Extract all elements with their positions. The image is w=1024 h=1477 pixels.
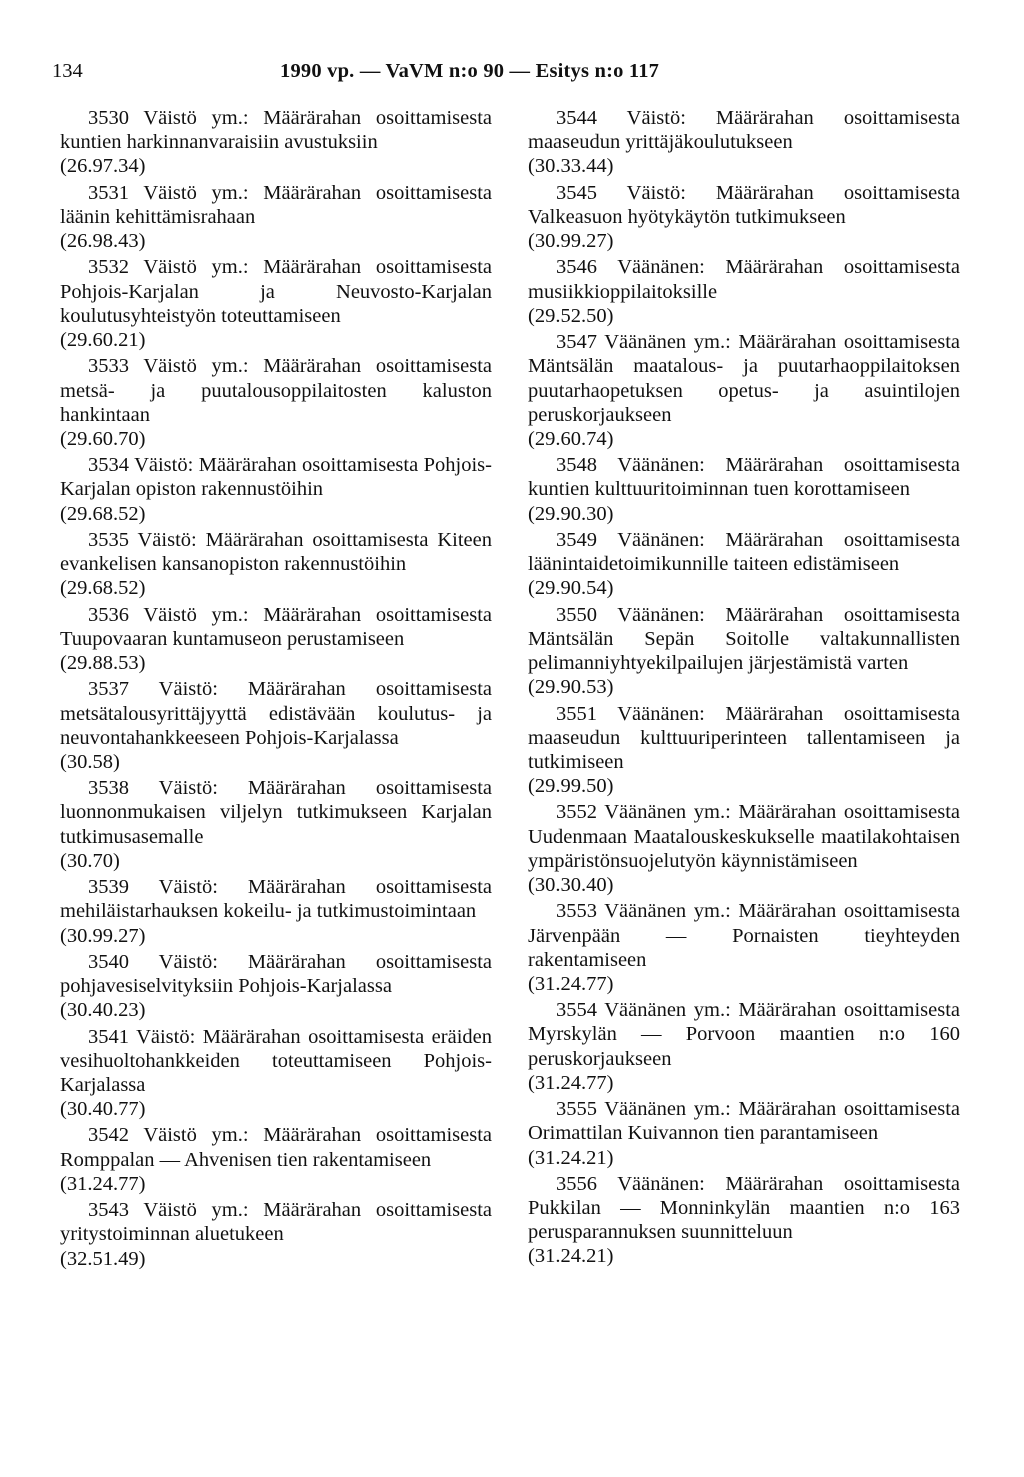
motion-title: 3536 Väistö ym.: Määrärahan osoittamisesta Tuupovaaran kuntamuseon perustamiseen xyxy=(60,603,492,650)
budget-reference: (29.60.70) xyxy=(60,427,146,450)
motion-title: 3553 Väänänen ym.: Määrärahan osoittamisesta Järvenpään — Pornaisten tieyhteyden rakentamiseen xyxy=(528,900,960,971)
motion-title: 3552 Väänänen ym.: Määrärahan osoittamisesta Uudenmaan Maatalouskeskukselle maatilakohtaisen ympäristönsuojelutyön käynnistämiseen xyxy=(528,801,960,872)
motion-entry xyxy=(60,950,492,1023)
motion-entry xyxy=(60,603,492,676)
budget-reference: (30.30.40) xyxy=(528,874,614,897)
motion-title: 3535 Väistö: Määrärahan osoittamisesta Kiteen evankelisen kansanopiston rakennustöihin xyxy=(60,528,492,576)
motion-entry xyxy=(528,800,960,897)
motion-entry xyxy=(60,106,492,179)
budget-reference: (30.40.77) xyxy=(60,1098,146,1121)
motion-title: 3551 Väänänen: Määrärahan osoittamisesta maaseudun kulttuuriperinteen tallentamiseen ja tutkimiseen xyxy=(528,702,960,773)
motion-entry xyxy=(60,677,492,774)
motion-entry xyxy=(528,106,960,179)
left-column xyxy=(60,106,492,1273)
motion-entry xyxy=(60,528,492,601)
page-header xyxy=(52,56,952,86)
budget-reference: (26.97.34) xyxy=(60,155,146,178)
motion-entry xyxy=(60,181,492,254)
budget-reference: (30.40.23) xyxy=(60,999,146,1022)
motion-title: 3540 Väistö: Määrärahan osoittamisesta pohjavesiselvityksiin Pohjois-Karjalassa xyxy=(60,950,492,998)
motion-entry xyxy=(528,603,960,700)
motion-entry xyxy=(60,776,492,873)
budget-reference: (29.60.74) xyxy=(528,427,614,450)
motion-entry xyxy=(60,1198,492,1271)
budget-reference: (30.33.44) xyxy=(528,155,614,178)
budget-reference: (30.99.27) xyxy=(60,924,146,947)
motion-title: 3539 Väistö: Määrärahan osoittamisesta mehiläistarhauksen kokeilu- ja tutkimustoimintaan xyxy=(60,876,492,923)
budget-reference: (30.70) xyxy=(60,849,120,872)
motion-title: 3556 Väänänen: Määrärahan osoittamisesta Pukkilan — Monninkylän maantien n:o 163 perusparannuksen suunnitteluun xyxy=(528,1172,960,1244)
budget-reference: (29.90.53) xyxy=(528,676,614,699)
right-column xyxy=(528,106,960,1271)
budget-reference: (31.24.77) xyxy=(528,972,614,995)
motion-title: 3530 Väistö ym.: Määrärahan osoittamisesta kuntien harkinnanvaraisiin avustuksiin xyxy=(60,107,492,154)
motion-title: 3550 Väänänen: Määrärahan osoittamisesta Mäntsälän Sepän Soitolle valtakunnallisten pelimanniyhtyekilpailujen järjestämistä varten xyxy=(528,603,960,675)
budget-reference: (31.24.77) xyxy=(528,1071,614,1094)
motion-entry xyxy=(60,354,492,451)
motion-entry xyxy=(528,998,960,1095)
motion-title: 3533 Väistö ym.: Määrärahan osoittamisesta metsä- ja puutalousoppilaitosten kaluston hankintaan xyxy=(60,355,492,426)
motion-title: 3548 Väänänen: Määrärahan osoittamisesta kuntien kulttuuritoiminnan tuen korottamiseen xyxy=(528,454,960,501)
budget-reference: (29.88.53) xyxy=(60,652,146,675)
motion-entry xyxy=(60,255,492,352)
motion-entry xyxy=(60,875,492,948)
budget-reference: (29.60.21) xyxy=(60,329,146,352)
motion-title: 3542 Väistö ym.: Määrärahan osoittamisesta Romppalan — Ahvenisen tien rakentamiseen xyxy=(60,1124,492,1171)
motion-title: 3549 Väänänen: Määrärahan osoittamisesta läänintaidetoimikunnille taiteen edistämiseen xyxy=(528,528,960,576)
running-head: 1990 vp. — VaVM n:o 90 — Esitys n:o 117 xyxy=(280,60,660,82)
motion-title: 3546 Väänänen: Määrärahan osoittamisesta musiikkioppilaitoksille xyxy=(528,256,960,303)
motion-title: 3538 Väistö: Määrärahan osoittamisesta luonnonmukaisen viljelyn tutkimukseen Karjalan tutkimusasemalle xyxy=(60,777,492,848)
motion-entry xyxy=(528,528,960,601)
motion-entry xyxy=(60,453,492,526)
budget-reference: (29.90.54) xyxy=(528,577,614,600)
budget-reference: (29.99.50) xyxy=(528,775,614,798)
budget-reference: (31.24.77) xyxy=(60,1172,146,1195)
motion-title: 3555 Väänänen ym.: Määrärahan osoittamisesta Orimattilan Kuivannon tien parantamiseen xyxy=(528,1098,960,1145)
motion-entry xyxy=(60,1025,492,1122)
motion-title: 3543 Väistö ym.: Määrärahan osoittamisesta yritystoiminnan aluetukeen xyxy=(60,1199,492,1246)
motion-entry xyxy=(528,1172,960,1269)
budget-reference: (31.24.21) xyxy=(528,1146,614,1169)
motion-entry xyxy=(528,899,960,996)
motion-title: 3537 Väistö: Määrärahan osoittamisesta metsätalousyrittäjyyttä edistävään koulutus- ja neuvontahankkeeseen Pohjois-Karjalassa xyxy=(60,678,492,749)
motion-entry xyxy=(528,181,960,254)
motion-entry xyxy=(528,702,960,799)
motion-entry xyxy=(528,453,960,526)
motion-title: 3545 Väistö: Määrärahan osoittamisesta Valkeasuon hyötykäytön tutkimukseen xyxy=(528,181,960,228)
budget-reference: (26.98.43) xyxy=(60,230,146,253)
motion-title: 3554 Väänänen ym.: Määrärahan osoittamisesta Myrskylän — Porvoon maantien n:o 160 peruskorjaukseen xyxy=(528,999,960,1070)
budget-reference: (32.51.49) xyxy=(60,1247,146,1270)
motion-title: 3547 Väänänen ym.: Määrärahan osoittamisesta Mäntsälän maatalous- ja puutarhaoppilaitoksen puutarhaopetuksen opetus- ja asuintilojen peruskorjaukseen xyxy=(528,331,960,426)
motion-title: 3534 Väistö: Määrärahan osoittamisesta Pohjois-Karjalan opiston rakennustöihin xyxy=(60,454,492,501)
motion-entry xyxy=(528,330,960,451)
page-number: 134 xyxy=(52,60,83,82)
budget-reference: (29.68.52) xyxy=(60,577,146,600)
motion-title: 3544 Väistö: Määrärahan osoittamisesta maaseudun yrittäjäkoulutukseen xyxy=(528,107,960,154)
motion-entry xyxy=(528,1097,960,1170)
motion-title: 3541 Väistö: Määrärahan osoittamisesta eräiden vesihuoltohankkeiden toteuttamiseen Pohjois-Karjalassa xyxy=(60,1025,492,1096)
motion-entry xyxy=(60,1123,492,1196)
motion-title: 3531 Väistö ym.: Määrärahan osoittamisesta läänin kehittämisrahaan xyxy=(60,181,492,228)
motion-entry xyxy=(528,255,960,328)
budget-reference: (30.99.27) xyxy=(528,230,614,253)
budget-reference: (30.58) xyxy=(60,750,120,773)
budget-reference: (29.68.52) xyxy=(60,502,146,525)
motion-title: 3532 Väistö ym.: Määrärahan osoittamisesta Pohjois-Karjalan ja Neuvosto-Karjalan koulutusyhteistyön toteuttamiseen xyxy=(60,256,492,327)
budget-reference: (29.52.50) xyxy=(528,304,614,327)
budget-reference: (29.90.30) xyxy=(528,502,614,525)
budget-reference: (31.24.21) xyxy=(528,1245,614,1268)
